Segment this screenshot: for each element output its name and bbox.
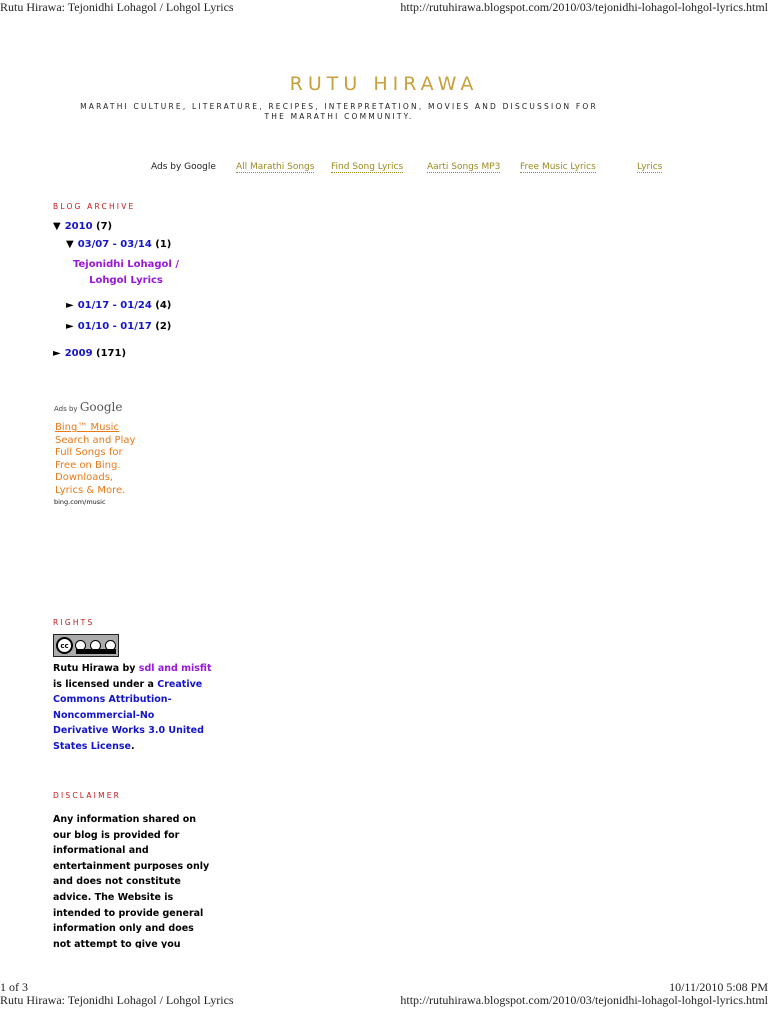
license-text-part: Rutu Hirawa by [53,663,139,674]
print-datetime: 10/11/2010 5:08 PM [669,980,768,994]
collapsed-triangle-icon[interactable]: ► [66,300,74,311]
author-link[interactable]: sdl and misfit [138,663,212,674]
bing-ad-url[interactable]: bing.com/music [54,498,106,506]
license-link[interactable]: Derivative Works 3.0 United [53,725,204,737]
license-link[interactable]: Commons Attribution- [53,694,172,706]
license-line [53,677,212,693]
print-page-number: 1 of 3 [0,980,28,994]
archive-year-2010[interactable] [53,221,112,232]
archive-week-0307-link[interactable]: 03/07 - 03/14 [77,239,152,250]
disclaimer-line: intended to provide general [53,907,204,919]
expanded-triangle-icon[interactable]: ▼ [53,221,61,232]
rights-heading: RIGHTS [53,618,95,627]
print-header-title: Rutu Hirawa: Tejonidhi Lohagol / Lohgol Lyrics [0,0,234,14]
archive-heading: BLOG ARCHIVE [53,202,136,211]
disclaimer-line: informational and [53,845,149,857]
license-text-part: is licensed under a [53,678,158,690]
disclaimer-line: and does not constitute [53,876,181,888]
blog-title[interactable]: RUTU HIRAWA [289,73,479,95]
archive-post-line-1[interactable]: Tejonidhi Lohagol / [72,259,179,270]
license-text [53,661,212,755]
bing-ad-line[interactable]: Search and Play [55,434,136,446]
license-line [53,739,212,755]
license-link[interactable]: States License [53,740,131,752]
archive-post-link[interactable] [64,257,188,289]
bing-ad[interactable] [55,422,155,498]
ads-by-google-logo[interactable] [54,400,122,414]
ad-link-aarti-songs[interactable]: Aarti Songs MP3 [427,162,501,172]
collapsed-triangle-icon[interactable]: ► [66,321,74,332]
google-logo-text: Google [79,400,123,414]
disclaimer-line: information only and does [53,923,194,935]
ad-links-label: Ads by Google [151,162,216,172]
disclaimer-line: our blog is provided for [53,829,180,841]
ad-link-free-music-lyrics[interactable]: Free Music Lyrics [520,162,596,172]
disclaimer-text [53,812,213,948]
license-period: . [131,740,135,752]
archive-year-2010-count: (7) [96,221,113,232]
print-footer-title: Rutu Hirawa: Tejonidhi Lohagol / Lohgol Lyrics [0,993,234,1007]
ad-link-find-song-lyrics[interactable]: Find Song Lyrics [331,162,404,172]
archive-year-2009-link[interactable]: 2009 [64,348,93,359]
disclaimer-line: advice. The Website is [53,891,174,903]
disclaimer-line: Any information shared on [53,814,197,825]
archive-week-0117[interactable] [66,300,171,311]
expanded-triangle-icon[interactable]: ▼ [66,239,74,250]
disclaimer-line: entertainment purposes only [53,860,210,872]
cc-logo-icon: cc [56,637,73,654]
archive-year-2010-link[interactable]: 2010 [64,221,93,232]
creative-commons-badge[interactable] [53,634,119,657]
bing-ad-line[interactable]: Downloads, [55,472,114,484]
bing-ad-line[interactable]: Lyrics & More. [55,484,126,496]
archive-post-line-2[interactable]: Lohgol Lyrics [89,275,163,286]
archive-week-0117-count: (4) [155,300,172,311]
collapsed-triangle-icon[interactable]: ► [53,348,61,359]
badge-bar [76,649,116,654]
bing-ad-title[interactable]: Bing™ Music [55,422,119,433]
disclaimer-line: not attempt to give you [53,938,181,948]
archive-week-0110[interactable] [66,321,171,332]
bing-ad-line[interactable]: Full Songs for [55,447,123,459]
license-link[interactable]: Creative [157,678,203,690]
license-line [53,661,212,677]
archive-year-2009-count: (171) [96,348,127,359]
ad-link-lyrics[interactable]: Lyrics [637,162,663,172]
archive-week-0307-count: (1) [155,239,172,250]
archive-year-2009[interactable] [53,348,126,359]
print-footer-url[interactable]: http://rutuhirawa.blogspot.com/2010/03/tejonidhi-lohagol-lohgol-lyrics.html [400,993,768,1007]
archive-week-0117-link[interactable]: 01/17 - 01/24 [77,300,152,311]
license-link[interactable]: Noncommercial-No [53,709,155,721]
ads-by-text: Ads by [54,405,78,413]
archive-week-0110-count: (2) [155,321,172,332]
archive-week-0307[interactable] [66,239,171,250]
archive-week-0110-link[interactable]: 01/10 - 01/17 [77,321,152,332]
ad-link-all-marathi-songs[interactable]: All Marathi Songs [236,162,315,172]
blog-tagline: MARATHI CULTURE, LITERATURE, RECIPES, INTERPRETATION, MOVIES AND DISCUSSION FOR THE MARATHI COMMUNITY. [80,102,598,121]
print-header-url[interactable]: http://rutuhirawa.blogspot.com/2010/03/tejonidhi-lohagol-lohgol-lyrics.html [400,0,768,14]
disclaimer-heading: DISCLAIMER [53,791,122,800]
bing-ad-line[interactable]: Free on Bing. [55,459,121,471]
